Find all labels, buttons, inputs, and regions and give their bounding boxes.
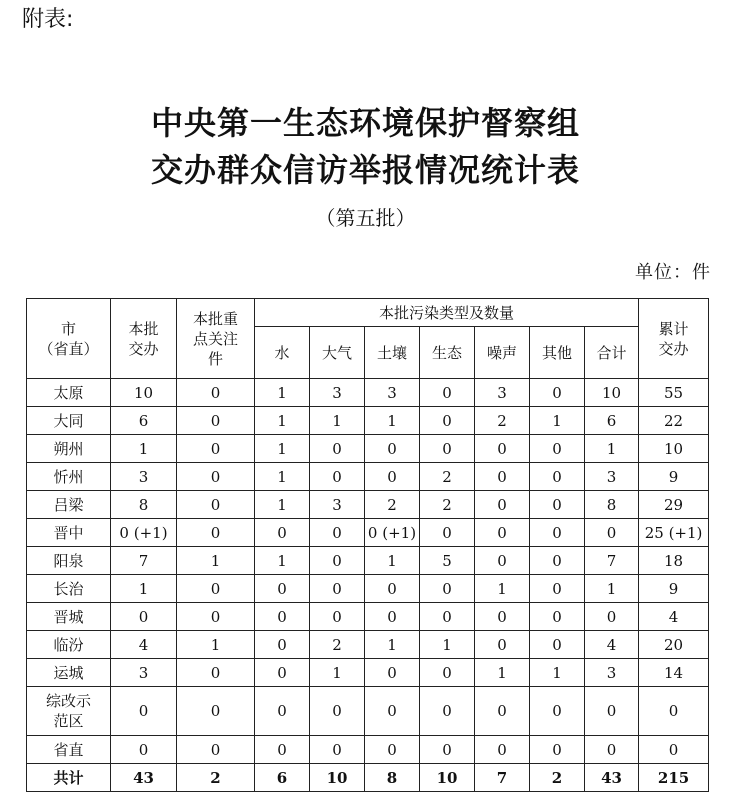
cell-city: 忻州 — [27, 463, 111, 491]
cell-other: 0 — [530, 736, 585, 764]
cell-this-batch: 10 — [111, 379, 177, 407]
cell-key-focus: 0 — [177, 736, 255, 764]
table-row — [27, 379, 709, 407]
cell-noise: 0 — [475, 736, 530, 764]
cell-air: 1 — [310, 407, 365, 435]
cell-subtotal: 1 — [585, 435, 639, 463]
cell-noise: 0 — [475, 687, 530, 736]
header-cumulative: 累计 交办 — [639, 299, 709, 379]
cell-noise: 0 — [475, 491, 530, 519]
total-cell-ecology: 10 — [420, 764, 475, 792]
total-cell-other: 2 — [530, 764, 585, 792]
unit-label: 单位：件 — [635, 262, 711, 283]
cell-other: 0 — [530, 575, 585, 603]
cell-key-focus: 0 — [177, 519, 255, 547]
cell-city: 长治 — [27, 575, 111, 603]
cell-key-focus: 0 — [177, 379, 255, 407]
cell-this-batch: 3 — [111, 659, 177, 687]
cell-other: 1 — [530, 407, 585, 435]
cell-cumulative: 9 — [639, 463, 709, 491]
cell-ecology: 0 — [420, 603, 475, 631]
cell-cumulative: 22 — [639, 407, 709, 435]
cell-water: 1 — [255, 491, 310, 519]
cell-subtotal: 7 — [585, 547, 639, 575]
header-pollution-group: 本批污染类型及数量 — [255, 299, 639, 327]
cell-soil: 0 — [365, 435, 420, 463]
page-title-line1: 中央第一生态环境保护督察组 — [150, 104, 580, 142]
cell-air: 0 — [310, 687, 365, 736]
total-row — [27, 764, 709, 792]
cell-ecology: 1 — [420, 631, 475, 659]
cell-noise: 2 — [475, 407, 530, 435]
cell-ecology: 0 — [420, 659, 475, 687]
table-row — [27, 407, 709, 435]
cell-this-batch: 4 — [111, 631, 177, 659]
cell-soil: 0 — [365, 603, 420, 631]
cell-cumulative: 25 (+1) — [639, 519, 709, 547]
cell-noise: 3 — [475, 379, 530, 407]
cell-city: 太原 — [27, 379, 111, 407]
cell-noise: 0 — [475, 631, 530, 659]
cell-air: 0 — [310, 603, 365, 631]
cell-water: 1 — [255, 435, 310, 463]
cell-key-focus: 1 — [177, 547, 255, 575]
cell-subtotal: 10 — [585, 379, 639, 407]
header-ecology: 生态 — [420, 327, 475, 379]
cell-ecology: 2 — [420, 463, 475, 491]
table-row — [27, 687, 709, 736]
table-row — [27, 575, 709, 603]
cell-water: 1 — [255, 547, 310, 575]
cell-cumulative: 14 — [639, 659, 709, 687]
header-this-batch: 本批 交办 — [111, 299, 177, 379]
cell-key-focus: 0 — [177, 435, 255, 463]
cell-this-batch: 0 — [111, 603, 177, 631]
total-cell-soil: 8 — [365, 764, 420, 792]
cell-other: 0 — [530, 547, 585, 575]
cell-soil: 0 (+1) — [365, 519, 420, 547]
cell-cumulative: 9 — [639, 575, 709, 603]
cell-air: 0 — [310, 547, 365, 575]
cell-other: 0 — [530, 463, 585, 491]
cell-soil: 2 — [365, 491, 420, 519]
batch-label: （第五批） — [315, 206, 416, 230]
cell-water: 0 — [255, 575, 310, 603]
cell-soil: 1 — [365, 547, 420, 575]
cell-soil: 0 — [365, 575, 420, 603]
cell-key-focus: 0 — [177, 603, 255, 631]
cell-noise: 1 — [475, 659, 530, 687]
cell-water: 1 — [255, 379, 310, 407]
cell-city: 临汾 — [27, 631, 111, 659]
total-cell-noise: 7 — [475, 764, 530, 792]
cell-other: 0 — [530, 491, 585, 519]
cell-cumulative: 0 — [639, 687, 709, 736]
table-row — [27, 659, 709, 687]
cell-soil: 0 — [365, 463, 420, 491]
cell-other: 0 — [530, 435, 585, 463]
cell-water: 0 — [255, 603, 310, 631]
cell-air: 1 — [310, 659, 365, 687]
cell-soil: 0 — [365, 736, 420, 764]
header-subtotal: 合计 — [585, 327, 639, 379]
total-cell-cumulative: 215 — [639, 764, 709, 792]
cell-soil: 3 — [365, 379, 420, 407]
cell-other: 0 — [530, 603, 585, 631]
cell-key-focus: 0 — [177, 575, 255, 603]
cell-city: 吕梁 — [27, 491, 111, 519]
cell-other: 0 — [530, 379, 585, 407]
cell-soil: 1 — [365, 631, 420, 659]
cell-city: 运城 — [27, 659, 111, 687]
cell-this-batch: 3 — [111, 463, 177, 491]
cell-water: 0 — [255, 519, 310, 547]
cell-subtotal: 1 — [585, 575, 639, 603]
table-row — [27, 547, 709, 575]
cell-cumulative: 4 — [639, 603, 709, 631]
cell-ecology: 0 — [420, 519, 475, 547]
header-soil: 土壤 — [365, 327, 420, 379]
cell-city: 阳泉 — [27, 547, 111, 575]
table-row — [27, 519, 709, 547]
cell-air: 0 — [310, 463, 365, 491]
cell-cumulative: 10 — [639, 435, 709, 463]
total-cell-air: 10 — [310, 764, 365, 792]
cell-key-focus: 0 — [177, 659, 255, 687]
cell-subtotal: 0 — [585, 736, 639, 764]
header-key-focus: 本批重 点关注 件 — [177, 299, 255, 379]
header-other: 其他 — [530, 327, 585, 379]
cell-city: 大同 — [27, 407, 111, 435]
cell-soil: 1 — [365, 407, 420, 435]
cell-city: 综改示 范区 — [27, 687, 111, 736]
cell-cumulative: 0 — [639, 736, 709, 764]
cell-subtotal: 4 — [585, 631, 639, 659]
cell-this-batch: 0 (+1) — [111, 519, 177, 547]
cell-key-focus: 0 — [177, 491, 255, 519]
cell-key-focus: 1 — [177, 631, 255, 659]
cell-ecology: 0 — [420, 687, 475, 736]
cell-other: 0 — [530, 519, 585, 547]
cell-subtotal: 0 — [585, 519, 639, 547]
cell-water: 1 — [255, 463, 310, 491]
total-cell-subtotal: 43 — [585, 764, 639, 792]
table-body — [27, 379, 709, 792]
page-title-line2: 交办群众信访举报情况统计表 — [150, 151, 580, 189]
cell-water: 1 — [255, 407, 310, 435]
cell-cumulative: 18 — [639, 547, 709, 575]
table-row — [27, 463, 709, 491]
cell-ecology: 0 — [420, 435, 475, 463]
cell-subtotal: 3 — [585, 463, 639, 491]
header-water: 水 — [255, 327, 310, 379]
cell-this-batch: 8 — [111, 491, 177, 519]
cell-air: 0 — [310, 736, 365, 764]
total-cell-key-focus: 2 — [177, 764, 255, 792]
cell-noise: 0 — [475, 519, 530, 547]
cell-soil: 0 — [365, 687, 420, 736]
cell-subtotal: 8 — [585, 491, 639, 519]
header-air: 大气 — [310, 327, 365, 379]
cell-ecology: 5 — [420, 547, 475, 575]
cell-this-batch: 6 — [111, 407, 177, 435]
cell-noise: 0 — [475, 463, 530, 491]
cell-cumulative: 29 — [639, 491, 709, 519]
cell-air: 0 — [310, 519, 365, 547]
cell-noise: 0 — [475, 547, 530, 575]
cell-city: 晋城 — [27, 603, 111, 631]
cell-subtotal: 0 — [585, 603, 639, 631]
cell-other: 1 — [530, 659, 585, 687]
cell-air: 3 — [310, 379, 365, 407]
cell-soil: 0 — [365, 659, 420, 687]
cell-ecology: 0 — [420, 379, 475, 407]
cell-this-batch: 1 — [111, 435, 177, 463]
header-noise: 噪声 — [475, 327, 530, 379]
attachment-label: 附表: — [22, 7, 74, 32]
cell-city: 朔州 — [27, 435, 111, 463]
cell-noise: 0 — [475, 435, 530, 463]
cell-ecology: 2 — [420, 491, 475, 519]
table-row — [27, 435, 709, 463]
cell-this-batch: 1 — [111, 575, 177, 603]
cell-ecology: 0 — [420, 736, 475, 764]
cell-key-focus: 0 — [177, 463, 255, 491]
table-row — [27, 603, 709, 631]
cell-air: 2 — [310, 631, 365, 659]
cell-water: 0 — [255, 736, 310, 764]
cell-ecology: 0 — [420, 575, 475, 603]
total-cell-water: 6 — [255, 764, 310, 792]
cell-key-focus: 0 — [177, 407, 255, 435]
total-cell-this-batch: 43 — [111, 764, 177, 792]
statistics-table — [26, 298, 709, 792]
cell-cumulative: 20 — [639, 631, 709, 659]
cell-key-focus: 0 — [177, 687, 255, 736]
cell-air: 0 — [310, 575, 365, 603]
cell-water: 0 — [255, 631, 310, 659]
cell-water: 0 — [255, 659, 310, 687]
cell-air: 0 — [310, 435, 365, 463]
table-row — [27, 491, 709, 519]
cell-cumulative: 55 — [639, 379, 709, 407]
cell-noise: 1 — [475, 575, 530, 603]
cell-city: 省直 — [27, 736, 111, 764]
table-row — [27, 631, 709, 659]
cell-other: 0 — [530, 687, 585, 736]
total-cell-city: 共计 — [27, 764, 111, 792]
cell-subtotal: 6 — [585, 407, 639, 435]
cell-this-batch: 0 — [111, 736, 177, 764]
cell-subtotal: 0 — [585, 687, 639, 736]
cell-ecology: 0 — [420, 407, 475, 435]
cell-air: 3 — [310, 491, 365, 519]
cell-subtotal: 3 — [585, 659, 639, 687]
cell-water: 0 — [255, 687, 310, 736]
cell-other: 0 — [530, 631, 585, 659]
table-row — [27, 736, 709, 764]
cell-this-batch: 7 — [111, 547, 177, 575]
cell-this-batch: 0 — [111, 687, 177, 736]
cell-noise: 0 — [475, 603, 530, 631]
cell-city: 晋中 — [27, 519, 111, 547]
header-city: 市 （省直） — [27, 299, 111, 379]
